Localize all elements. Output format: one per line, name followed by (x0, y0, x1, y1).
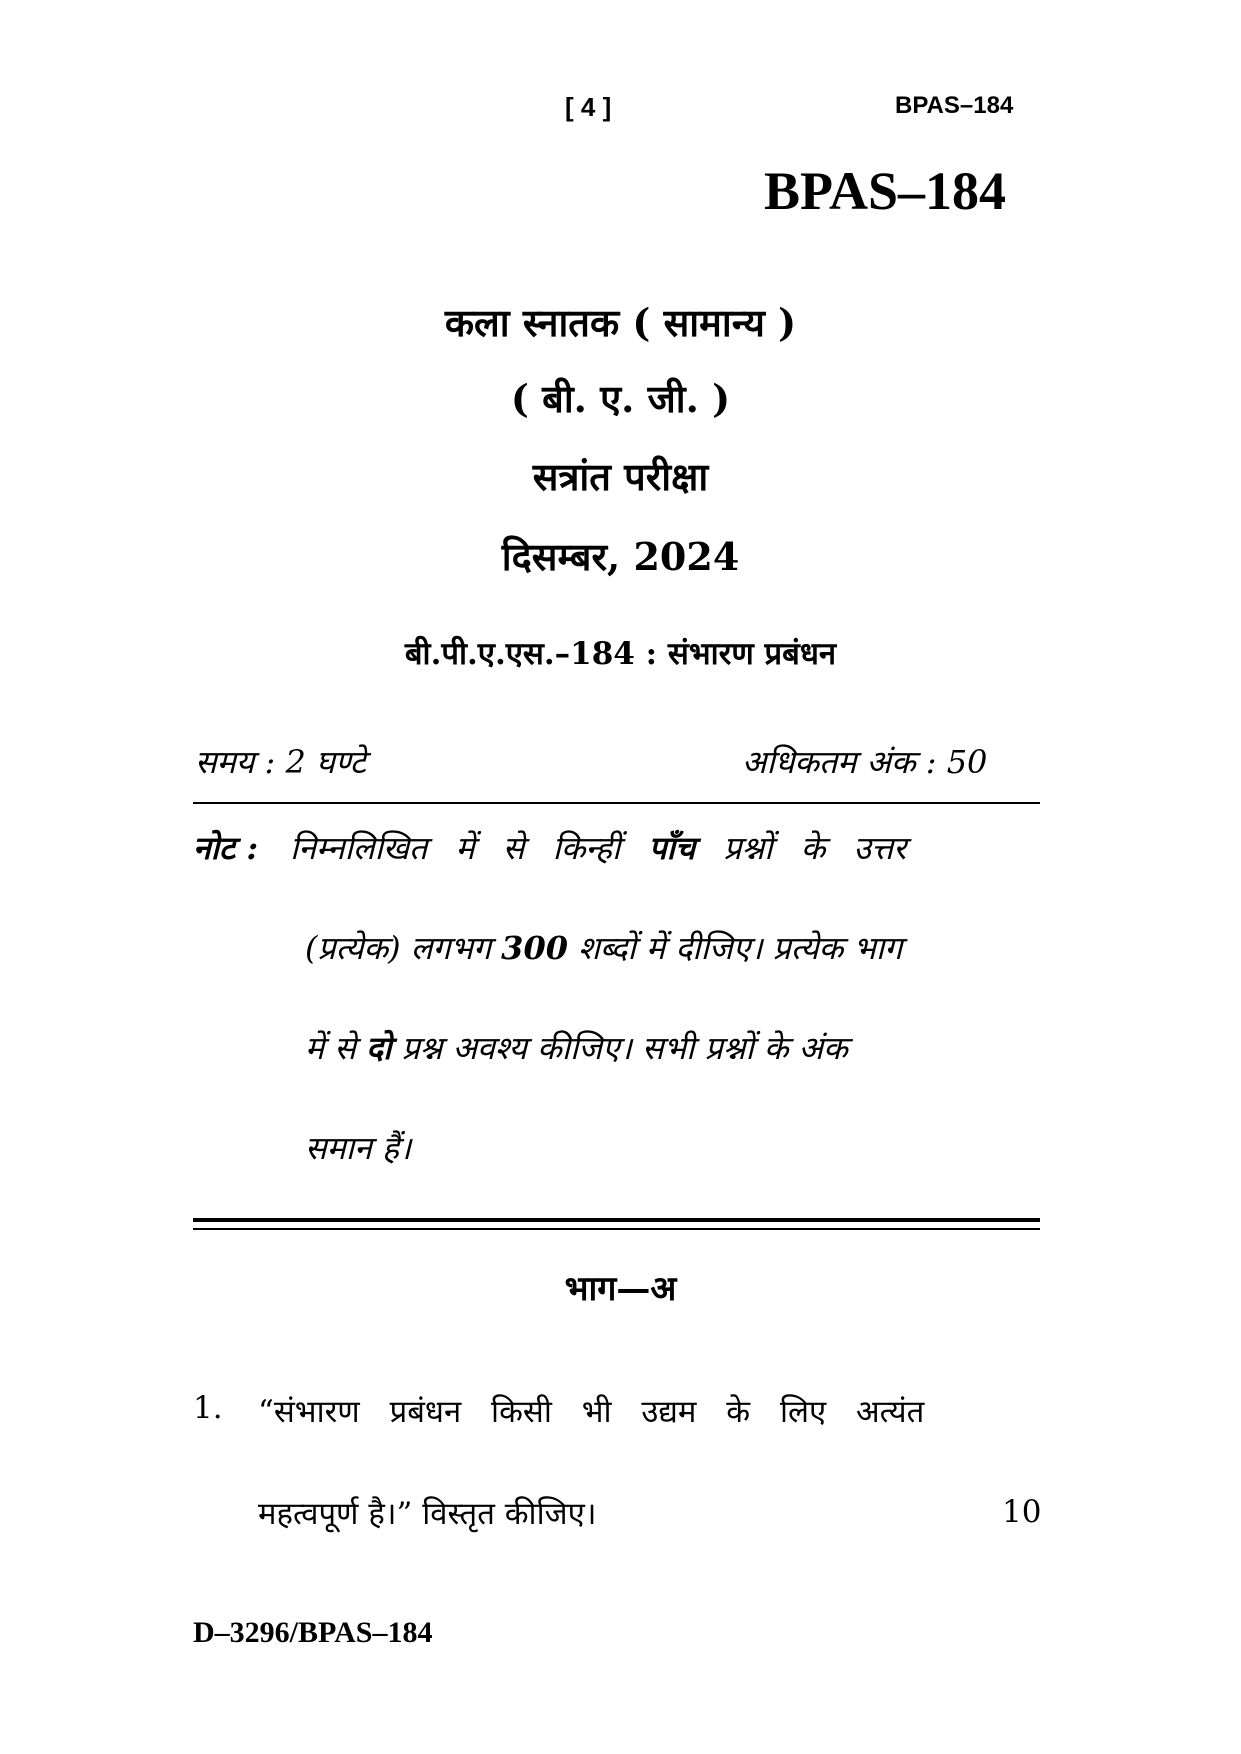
time-allowed: समय : 2 घण्टे (195, 743, 366, 781)
question-marks: 10 (1002, 1494, 1042, 1530)
note-line-3 (305, 1026, 848, 1069)
note-text: प्रश्नों के उत्तर (723, 829, 907, 867)
question-number: 1. (193, 1390, 223, 1426)
maximum-marks: अधिकतम अंक : 50 (742, 743, 988, 781)
note-emphasis: दो (366, 1029, 392, 1067)
note-line-2 (305, 926, 902, 969)
section-title: भाग—अ (564, 1269, 677, 1309)
course-title: बी.पी.ए.एस.–184 : संभारण प्रबंधन (404, 636, 837, 672)
footer-code: D–3296/BPAS–184 (193, 1616, 433, 1649)
page-number: [ 4 ] (565, 92, 612, 122)
note-text: प्रश्न अवश्य कीजिए। सभी प्रश्नों के अंक (401, 1029, 848, 1067)
note-text: शब्दों में दीजिए। प्रत्येक भाग (578, 929, 903, 967)
degree-title: कला स्नातक ( सामान्य ) (444, 300, 797, 345)
header-course-code: BPAS–184 (895, 92, 1014, 119)
note-text: में से (305, 1029, 356, 1067)
question-text-line-1: “संभारण प्रबंधन किसी भी उद्यम के लिए अत्यंत (258, 1394, 925, 1430)
question-text-line-2: महत्वपूर्ण है।” विस्तृत कीजिए। (258, 1496, 597, 1532)
degree-abbrev: ( बी. ए. जी. ) (510, 376, 731, 421)
note-text: निम्नलिखित में से किन्हीं (290, 829, 621, 867)
note-emphasis: 300 (501, 929, 568, 967)
exam-session: दिसम्बर, 2024 (501, 534, 740, 579)
note-emphasis: पाँच (648, 829, 696, 867)
exam-title: सत्रांत परीक्षा (532, 454, 709, 499)
note-line-1 (290, 826, 906, 869)
divider (193, 802, 1040, 804)
note-text: (प्रत्येक) लगभग (305, 929, 491, 967)
double-divider-bottom (193, 1228, 1040, 1230)
note-line-4: समान हैं। (305, 1129, 412, 1167)
note-label: नोट : (193, 829, 259, 867)
double-divider-top (193, 1218, 1040, 1222)
course-code-title: BPAS–184 (764, 161, 1007, 221)
